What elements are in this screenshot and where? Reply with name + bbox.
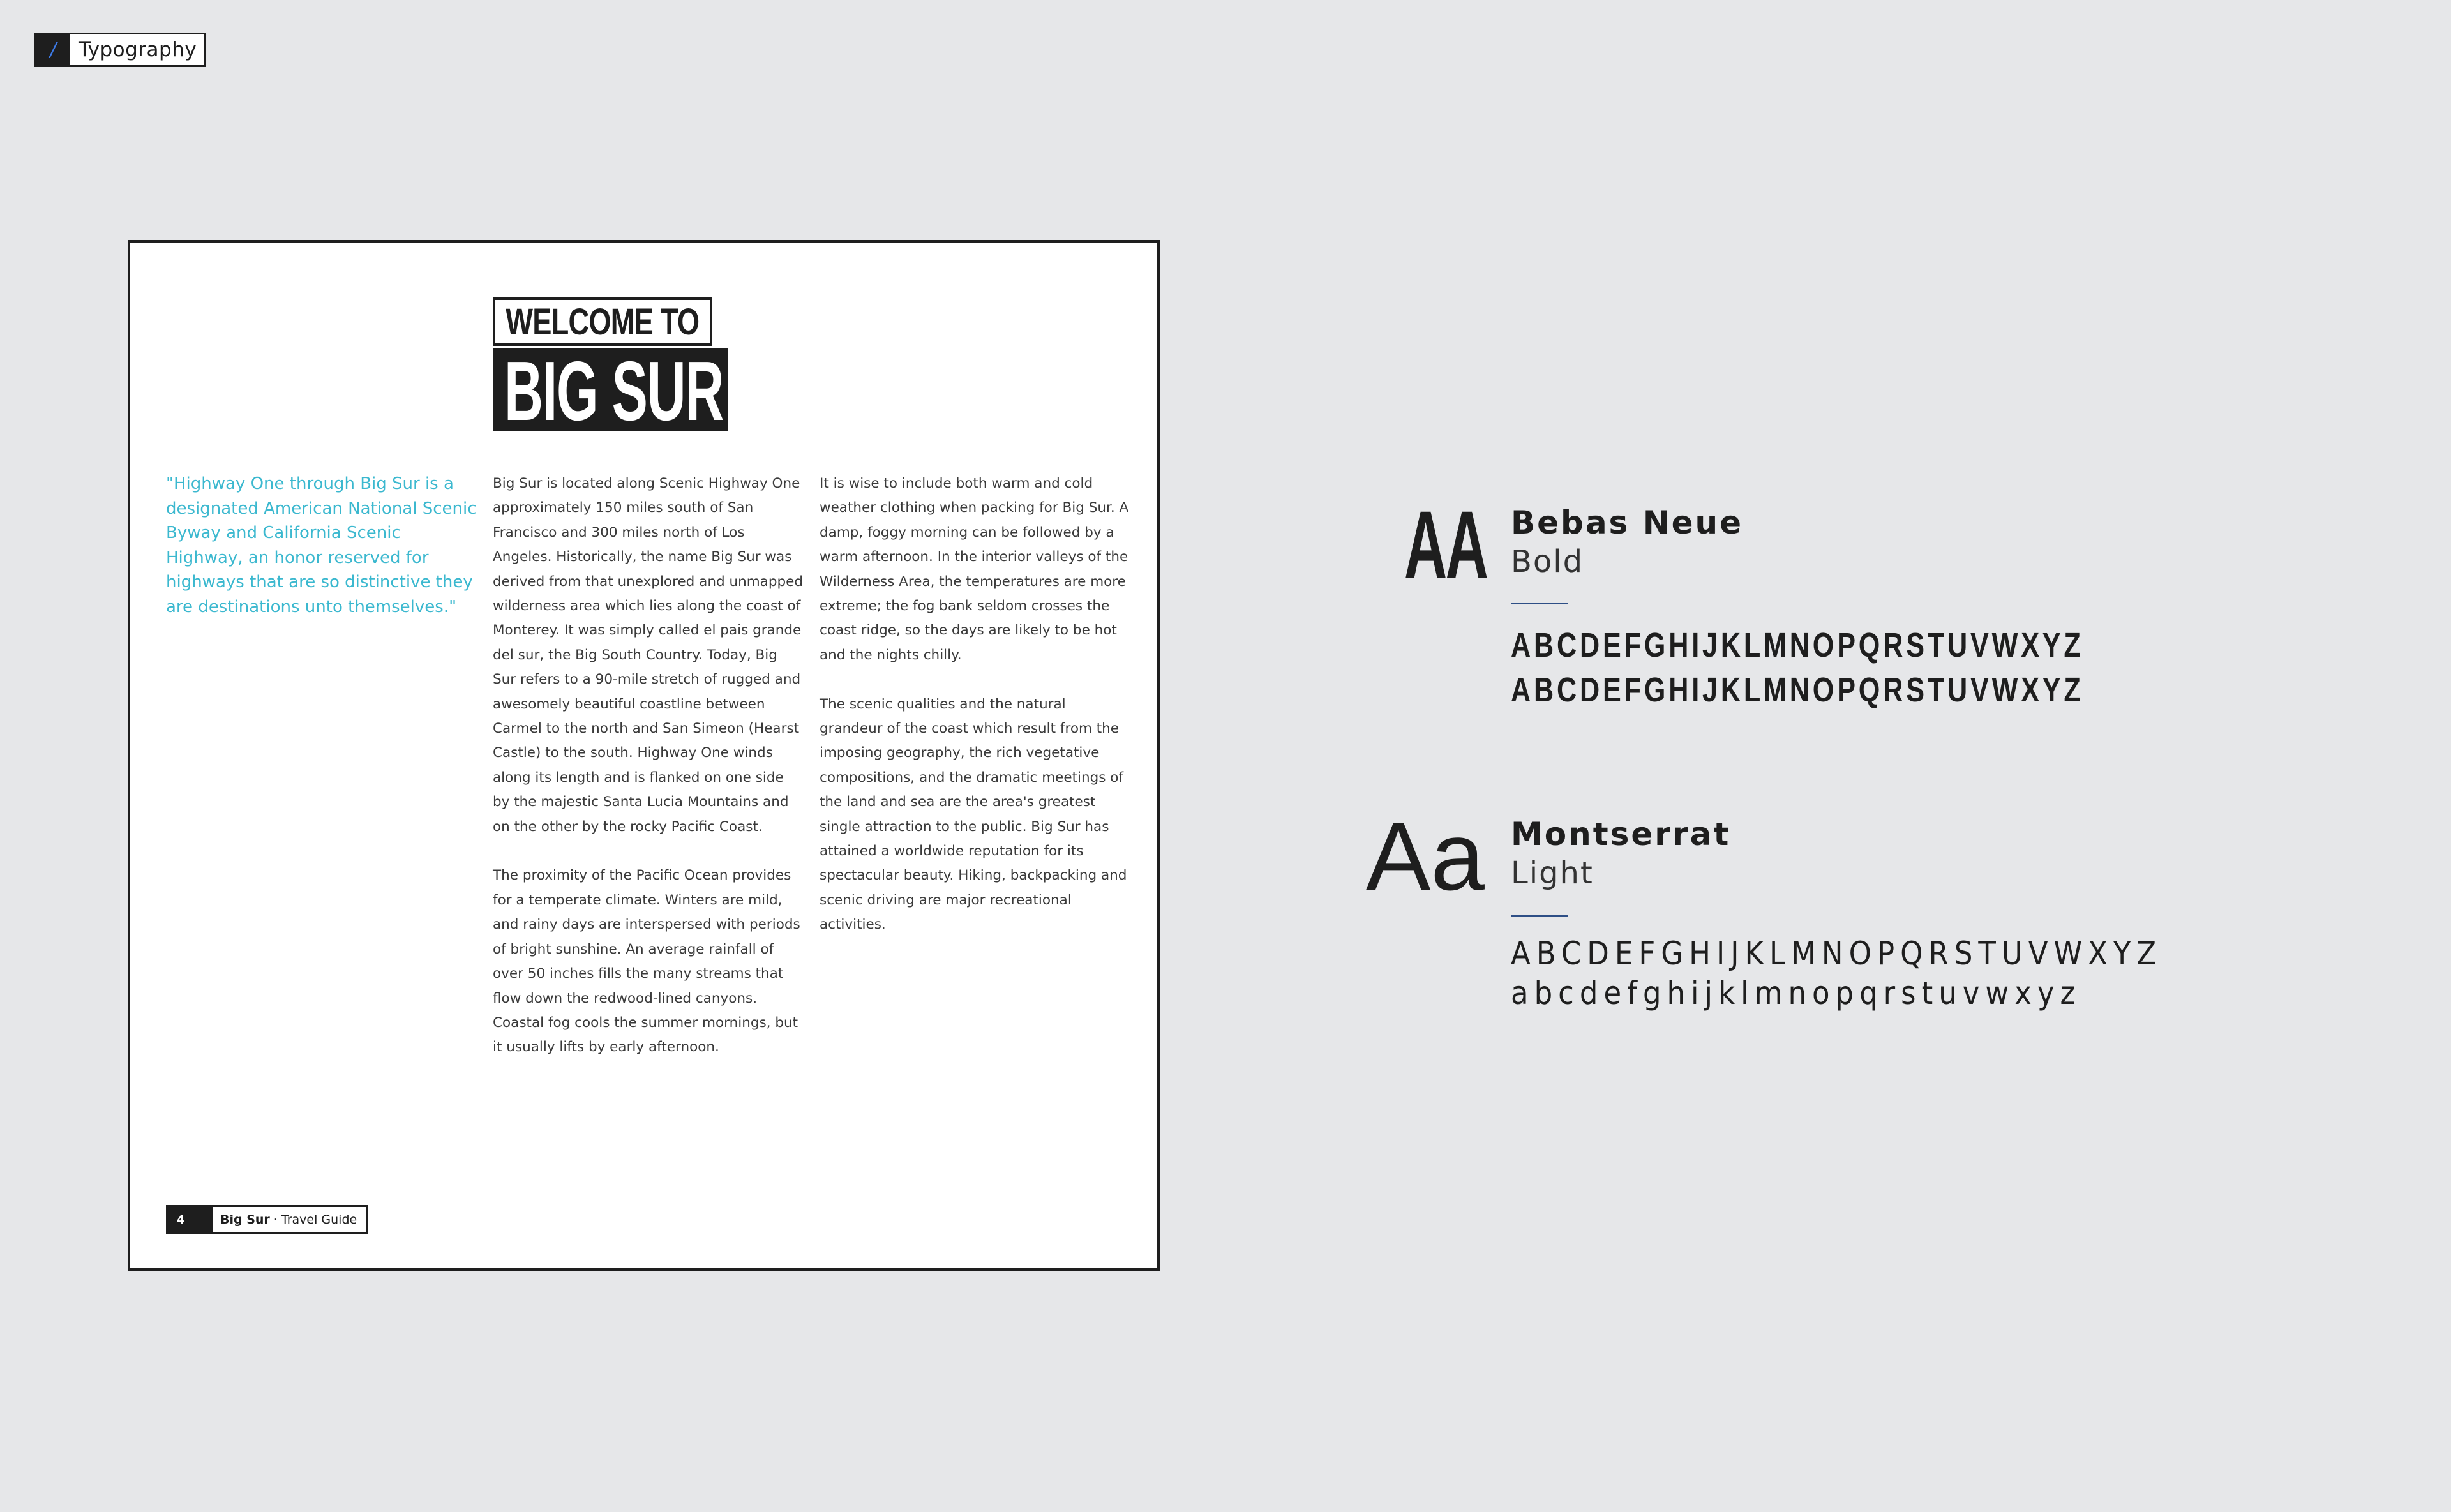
section-title: Typography: [79, 38, 197, 61]
body-column-1: [493, 472, 804, 1084]
pull-quote: "Highway One through Big Sur is a designated American National Scenic Byway and California Scenic Highway, an honor reserved for highways that are so distinctive they are destinations unto themselves.": [166, 474, 477, 617]
alphabet-montserrat-upper: ABCDEFGHIJKLMNOPQRSTUVWXYZ: [1511, 935, 2162, 972]
font-name-montserrat: Montserrat: [1511, 816, 1731, 853]
paragraph: It is wise to include both warm and cold weather clothing when packing for Big Sur. A damp, foggy morning can be followed by a warm afternoon. In the interior valleys of the Wilderness Area, the temperatures are more extreme; the fog bank seldom crosses the coast ridge, so the days are likely to be hot and the nights chilly.: [820, 475, 1129, 663]
alphabet-montserrat-lower: abcdefghijklmnopqrstuvwxyz: [1511, 975, 2081, 1012]
font-weight-bebas: Bold: [1511, 544, 1584, 580]
hero-line-welcome: WELCOME TO: [493, 297, 712, 346]
divider-rule: [1511, 915, 1568, 917]
footer-title-rest: · Travel Guide: [273, 1213, 357, 1227]
footer-title: [213, 1207, 366, 1232]
hero-title-text: BIG SUR: [504, 348, 724, 431]
font-sample-bebas: AA: [1404, 491, 1487, 598]
alphabet-bebas-line1: ABCDEFGHIJKLMNOPQRSTUVWXYZ: [1511, 626, 2084, 664]
hero-line-title: [493, 348, 728, 431]
font-weight-montserrat: Light: [1511, 855, 1594, 891]
paragraph: The proximity of the Pacific Ocean provides for a temperate climate. Winters are mild, and rainy days are interspersed with periods of bright sunshine. An average rainfall of over 50 inches fills the many streams that flow down the redwood-lined canyons. Coastal fog cools the summer mornings, but it usually lifts by early afternoon.: [493, 867, 800, 1056]
font-sample-montserrat: Aa: [1366, 802, 1485, 911]
slash-icon: /: [36, 34, 70, 65]
paragraph: Big Sur is located along Scenic Highway One approximately 150 miles south of San Francisco and 300 miles north of Los Angeles. Historically, the name Big Sur was derived from that unexplored and unmapped wilderness area which lies along the coast of Monterey. It was simply called el pais grande del sur, the Big South Country. Today, Big Sur refers to a 90-mile stretch of rugged and awesomely beautiful coastline between Carmel to the north and San Simeon (Hearst Castle) to the south. Highway One winds along its length and is flanked on one side by the majestic Santa Lucia Mountains and on the other by the rocky Pacific Coast.: [493, 475, 803, 835]
footer-title-bold: Big Sur: [220, 1213, 270, 1227]
page-footer: [166, 1205, 368, 1234]
paragraph: The scenic qualities and the natural grandeur of the coast which result from the imposing geography, the rich vegetative compositions, and the dramatic meetings of the land and sea are the area's greatest single attraction to the public. Big Sur has attained a worldwide reputation for its spectacular beauty. Hiking, backpacking and scenic driving are major recreational activities.: [820, 696, 1127, 933]
hero-heading: [493, 297, 774, 431]
alphabet-bebas-line2: ABCDEFGHIJKLMNOPQRSTUVWXYZ: [1511, 671, 2084, 709]
section-tag: [34, 33, 206, 67]
page-sample: [128, 240, 1160, 1271]
page-number: 4: [168, 1207, 213, 1232]
body-column-2: [820, 472, 1131, 962]
font-name-bebas: Bebas Neue: [1511, 504, 1743, 541]
divider-rule: [1511, 603, 1568, 604]
